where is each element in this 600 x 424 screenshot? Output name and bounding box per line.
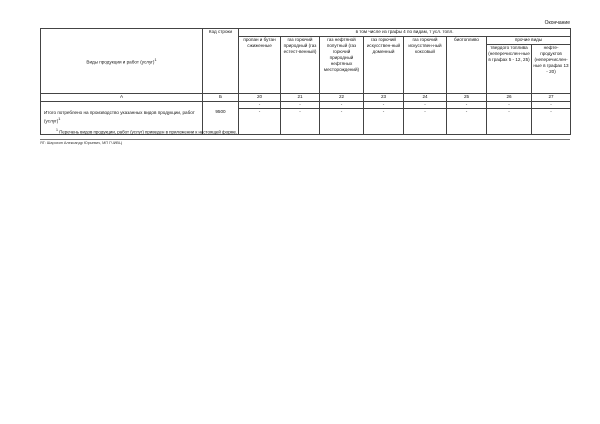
col-num-23: 23: [364, 94, 404, 102]
column-numbers-row: [41, 94, 571, 102]
header-products: Виды продукции и работ (услуг)$^1$: [41, 29, 203, 94]
dash-cell: -: [532, 102, 571, 109]
header-col-27: нефте-продуктов (неперечислен-ные в графах 13 - 20): [532, 45, 571, 94]
header-group: в том числе из графы 4 по видам, т усл. топл.: [239, 29, 571, 37]
footnote: [56, 128, 237, 134]
footnote-number: 1: [56, 128, 58, 132]
empty-cell: [203, 102, 239, 109]
col-letter-b: Б: [203, 94, 239, 102]
dash-cell: -: [447, 102, 487, 109]
col-num-27: 27: [532, 94, 571, 102]
divider: [40, 139, 570, 140]
author-line: ЯГ: Шарохин Александр Юрьевич, МП ГЧИВЦ: [40, 141, 122, 145]
footnote-mark: 1: [154, 57, 157, 62]
col-letter-a: А: [41, 94, 203, 102]
dash-cell: -: [320, 102, 364, 109]
continuation-label: Окончание: [544, 20, 570, 26]
footnote-mark: 1: [58, 116, 61, 121]
dash-cell: -: [320, 109, 364, 135]
col-num-22: 22: [320, 94, 364, 102]
dash-cell: -: [532, 109, 571, 135]
col-num-20: 20: [239, 94, 281, 102]
header-col-20: пропан и бутан сжиженные: [239, 37, 281, 94]
dash-cell: -: [487, 102, 532, 109]
col-num-21: 21: [281, 94, 320, 102]
header-other: прочие виды: [487, 37, 571, 45]
header-col-23: газ горючий искусствен-ный доменный: [364, 37, 404, 94]
dash-cell: -: [364, 102, 404, 109]
data-row-empty: [41, 102, 571, 109]
dash-cell: -: [404, 102, 447, 109]
dash-cell: -: [281, 109, 320, 135]
header-col-25: биотопливо: [447, 37, 487, 94]
footnote-text: Перечень видов продукции, работ (услуг) приведен в приложении к настоящей форме.: [59, 129, 238, 135]
dash-cell: -: [281, 102, 320, 109]
statistics-form-table: [40, 28, 571, 135]
header-code: Код строки: [203, 29, 239, 94]
dash-cell: -: [364, 109, 404, 135]
header-col-21: газ горючий природный (газ естест-венный): [281, 37, 320, 94]
dash-cell: -: [404, 109, 447, 135]
col-num-24: 24: [404, 94, 447, 102]
dash-cell: -: [447, 109, 487, 135]
header-col-24: газ горючий искусствен-ный коксовый: [404, 37, 447, 94]
dash-cell: -: [239, 102, 281, 109]
header-row-1: [41, 29, 571, 37]
total-label: Итого потреблено на производство указанных видов продукции, работ (услуг)$^1$: [41, 109, 203, 135]
col-num-26: 26: [487, 94, 532, 102]
header-col-26: твердого топлива (неперечислен-ные в графах 5 - 12, 25): [487, 45, 532, 94]
dash-cell: -: [239, 109, 281, 135]
col-num-25: 25: [447, 94, 487, 102]
dash-cell: -: [487, 109, 532, 135]
total-code: 9500: [203, 109, 239, 135]
empty-cell: [41, 102, 203, 109]
header-col-22: газ нефтяной попутный (газ горючий природный нефтяных месторождений): [320, 37, 364, 94]
